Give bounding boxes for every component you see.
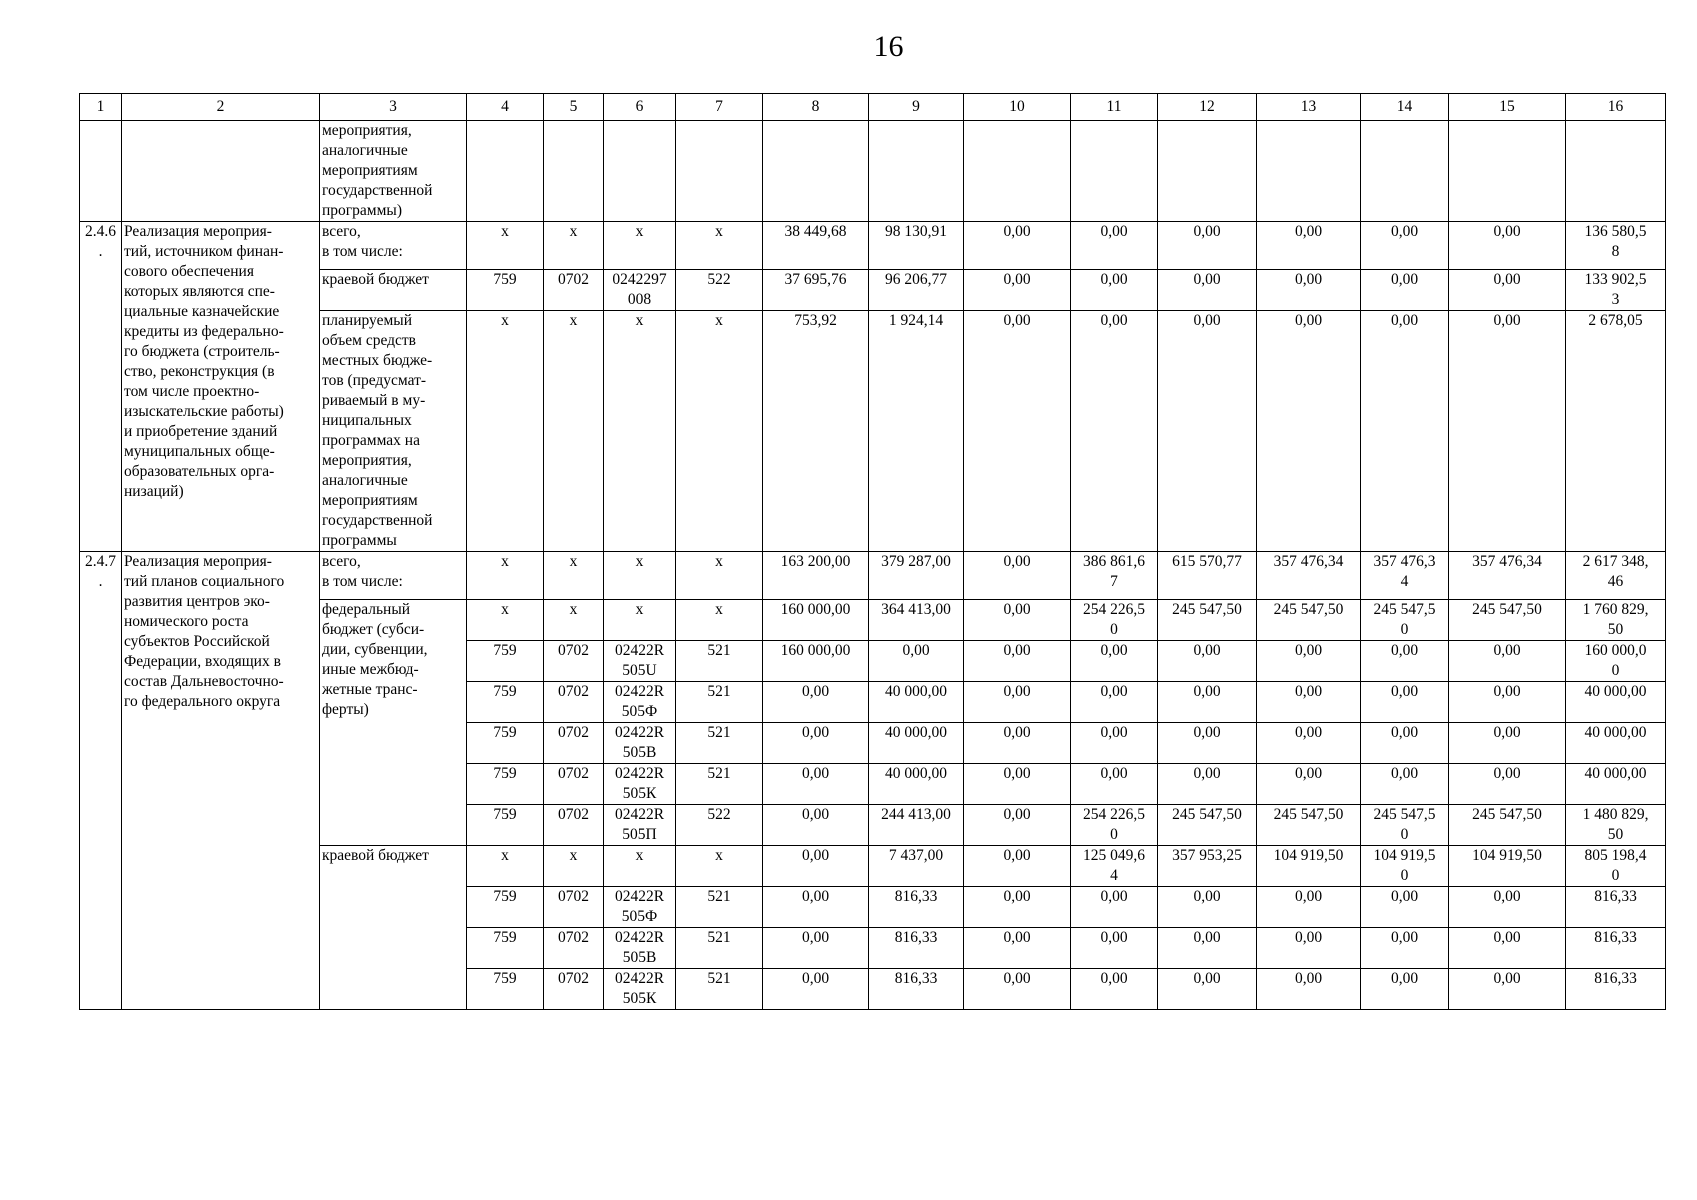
name-line: Реализация мероприя- — [124, 223, 272, 240]
source-cell: краевой бюджет — [320, 846, 467, 1010]
empty-cell — [1071, 121, 1158, 222]
code-cell-c5: 0702 — [544, 641, 604, 682]
continuation-row — [80, 121, 1666, 222]
value-cell-c10: 0,00 — [964, 887, 1071, 928]
code-cell-c4: 759 — [467, 969, 544, 1010]
code-cell-c5: 0702 — [544, 928, 604, 969]
code-cell-c4: 759 — [467, 682, 544, 723]
value-cell-c14: 0,00 — [1361, 641, 1449, 682]
name-line: том числе проектно- — [124, 383, 260, 400]
value-cell-c8: 38 449,68 — [763, 222, 869, 270]
empty-cell — [763, 121, 869, 222]
section-2-4-7-row — [80, 552, 1666, 600]
value-cell-c11: 0,00 — [1071, 222, 1158, 270]
value-cell-c11: 0,00 — [1071, 682, 1158, 723]
value-cell-c11: 125 049,6 4 — [1071, 846, 1158, 887]
value-cell-c11: 386 861,6 7 — [1071, 552, 1158, 600]
total-cell: 1 760 829, 50 — [1566, 600, 1666, 641]
value-cell-c10: 0,00 — [964, 270, 1071, 311]
value-cell-c10: 0,00 — [964, 969, 1071, 1010]
source-cell: мероприятия, аналогичные мероприятиям государственной программы) — [320, 121, 467, 222]
code-cell-c5: 0702 — [544, 969, 604, 1010]
column-header-7: 7 — [676, 94, 763, 121]
name-line: состав Дальневосточно- — [124, 673, 284, 690]
section-number: 2.4.7 . — [80, 552, 122, 1010]
value-cell-c11: 0,00 — [1071, 969, 1158, 1010]
value-cell-c10: 0,00 — [964, 552, 1071, 600]
column-header-16: 16 — [1566, 94, 1666, 121]
source-cell: планируемый объем средств местных бюдже- тов (предусмат- риваемый в му- ниципальных программах на мероприятия, аналогичные мероприятиям государственной программы — [320, 311, 467, 552]
code-cell-c4: х — [467, 552, 544, 600]
code-cell-c6: х — [604, 552, 676, 600]
value-cell-c10: 0,00 — [964, 222, 1071, 270]
value-cell-c14: 245 547,5 0 — [1361, 805, 1449, 846]
code-cell-c7: 521 — [676, 723, 763, 764]
total-cell: 133 902,5 3 — [1566, 270, 1666, 311]
code-cell-c4: х — [467, 846, 544, 887]
value-cell-c12: 0,00 — [1158, 764, 1257, 805]
value-cell-c10: 0,00 — [964, 682, 1071, 723]
value-cell-c8: 0,00 — [763, 805, 869, 846]
column-header-1: 1 — [80, 94, 122, 121]
code-cell-c5: х — [544, 222, 604, 270]
page-number: 16 — [873, 30, 904, 63]
name-line: изыскательские работы) — [124, 403, 284, 420]
value-cell-c11: 0,00 — [1071, 887, 1158, 928]
value-cell-c14: 0,00 — [1361, 887, 1449, 928]
source-cell: всего, в том числе: — [320, 552, 467, 600]
value-cell-c12: 0,00 — [1158, 887, 1257, 928]
section-name — [122, 222, 320, 552]
section-number: 2.4.6 . — [80, 222, 122, 552]
code-cell-c6: х — [604, 846, 676, 887]
column-header-14: 14 — [1361, 94, 1449, 121]
value-cell-c11: 0,00 — [1071, 928, 1158, 969]
code-cell-c4: 759 — [467, 887, 544, 928]
value-cell-c12: 0,00 — [1158, 641, 1257, 682]
value-cell-c8: 0,00 — [763, 764, 869, 805]
code-cell-c6: х — [604, 600, 676, 641]
budget-table — [79, 93, 1666, 1010]
code-cell-c6: 02422R 505В — [604, 928, 676, 969]
value-cell-c15: 0,00 — [1449, 928, 1566, 969]
name-line: ство, реконструкция (в — [124, 363, 275, 380]
name-line: тий, источником финан- — [124, 243, 284, 260]
value-cell-c11: 0,00 — [1071, 723, 1158, 764]
code-cell-c5: 0702 — [544, 723, 604, 764]
empty-cell — [1158, 121, 1257, 222]
column-header-9: 9 — [869, 94, 964, 121]
code-cell-c5: 0702 — [544, 805, 604, 846]
column-header-2: 2 — [122, 94, 320, 121]
value-cell-c8: 0,00 — [763, 846, 869, 887]
value-cell-c13: 0,00 — [1257, 928, 1361, 969]
value-cell-c11: 0,00 — [1071, 641, 1158, 682]
value-cell-c15: 245 547,50 — [1449, 600, 1566, 641]
value-cell-c13: 245 547,50 — [1257, 600, 1361, 641]
column-header-3: 3 — [320, 94, 467, 121]
value-cell-c10: 0,00 — [964, 311, 1071, 552]
value-cell-c13: 104 919,50 — [1257, 846, 1361, 887]
name-line: Федерации, входящих в — [124, 653, 281, 670]
value-cell-c13: 0,00 — [1257, 222, 1361, 270]
value-cell-c11: 254 226,5 0 — [1071, 600, 1158, 641]
value-cell-c10: 0,00 — [964, 641, 1071, 682]
empty-cell — [544, 121, 604, 222]
column-header-10: 10 — [964, 94, 1071, 121]
column-header-13: 13 — [1257, 94, 1361, 121]
value-cell-c9: 7 437,00 — [869, 846, 964, 887]
value-cell-c8: 0,00 — [763, 887, 869, 928]
value-cell-c13: 0,00 — [1257, 641, 1361, 682]
value-cell-c8: 160 000,00 — [763, 641, 869, 682]
total-cell: 40 000,00 — [1566, 682, 1666, 723]
value-cell-c8: 753,92 — [763, 311, 869, 552]
value-cell-c14: 0,00 — [1361, 270, 1449, 311]
code-cell-c6: 02422R 505В — [604, 723, 676, 764]
code-cell-c6: 0242297 008 — [604, 270, 676, 311]
value-cell-c8: 163 200,00 — [763, 552, 869, 600]
column-header-11: 11 — [1071, 94, 1158, 121]
value-cell-c9: 40 000,00 — [869, 723, 964, 764]
name-line: которых являются спе- — [124, 283, 275, 300]
column-header-4: 4 — [467, 94, 544, 121]
name-line: и приобретение зданий — [124, 423, 278, 440]
value-cell-c8: 0,00 — [763, 969, 869, 1010]
value-cell-c12: 245 547,50 — [1158, 600, 1257, 641]
value-cell-c15: 0,00 — [1449, 764, 1566, 805]
value-cell-c13: 357 476,34 — [1257, 552, 1361, 600]
value-cell-c12: 0,00 — [1158, 270, 1257, 311]
column-header-5: 5 — [544, 94, 604, 121]
code-cell-c5: 0702 — [544, 764, 604, 805]
value-cell-c9: 379 287,00 — [869, 552, 964, 600]
code-cell-c4: 759 — [467, 641, 544, 682]
value-cell-c9: 96 206,77 — [869, 270, 964, 311]
value-cell-c13: 0,00 — [1257, 764, 1361, 805]
code-cell-c5: 0702 — [544, 682, 604, 723]
value-cell-c13: 0,00 — [1257, 969, 1361, 1010]
code-cell-c4: 759 — [467, 764, 544, 805]
source-cell: всего, в том числе: — [320, 222, 467, 270]
value-cell-c8: 0,00 — [763, 682, 869, 723]
code-cell-c7: 521 — [676, 969, 763, 1010]
section-2-4-6-row — [80, 222, 1666, 270]
code-cell-c7: 521 — [676, 682, 763, 723]
total-cell: 40 000,00 — [1566, 764, 1666, 805]
code-cell-c6: 02422R 505К — [604, 764, 676, 805]
source-cell: краевой бюджет — [320, 270, 467, 311]
value-cell-c14: 0,00 — [1361, 682, 1449, 723]
value-cell-c13: 0,00 — [1257, 270, 1361, 311]
code-cell-c4: 759 — [467, 270, 544, 311]
total-cell: 160 000,0 0 — [1566, 641, 1666, 682]
value-cell-c9: 244 413,00 — [869, 805, 964, 846]
code-cell-c5: х — [544, 600, 604, 641]
name-line: сового обеспечения — [124, 263, 254, 280]
value-cell-c9: 816,33 — [869, 969, 964, 1010]
value-cell-c10: 0,00 — [964, 846, 1071, 887]
column-header-6: 6 — [604, 94, 676, 121]
value-cell-c14: 0,00 — [1361, 928, 1449, 969]
value-cell-c13: 0,00 — [1257, 311, 1361, 552]
code-cell-c4: х — [467, 311, 544, 552]
value-cell-c15: 0,00 — [1449, 969, 1566, 1010]
empty-cell — [467, 121, 544, 222]
value-cell-c15: 0,00 — [1449, 311, 1566, 552]
section-name — [122, 552, 320, 1010]
code-cell-c7: 522 — [676, 270, 763, 311]
value-cell-c9: 40 000,00 — [869, 682, 964, 723]
value-cell-c13: 0,00 — [1257, 682, 1361, 723]
value-cell-c15: 0,00 — [1449, 723, 1566, 764]
total-cell: 2 617 348, 46 — [1566, 552, 1666, 600]
num-cell — [80, 121, 122, 222]
column-header-8: 8 — [763, 94, 869, 121]
column-header-12: 12 — [1158, 94, 1257, 121]
code-cell-c7: х — [676, 311, 763, 552]
code-cell-c6: 02422R 505П — [604, 805, 676, 846]
code-cell-c4: 759 — [467, 805, 544, 846]
value-cell-c12: 357 953,25 — [1158, 846, 1257, 887]
code-cell-c4: 759 — [467, 723, 544, 764]
value-cell-c13: 0,00 — [1257, 887, 1361, 928]
code-cell-c6: 02422R 505Ф — [604, 682, 676, 723]
value-cell-c15: 0,00 — [1449, 682, 1566, 723]
value-cell-c13: 0,00 — [1257, 723, 1361, 764]
name-line: развития центров эко- — [124, 593, 270, 610]
value-cell-c10: 0,00 — [964, 723, 1071, 764]
value-cell-c15: 245 547,50 — [1449, 805, 1566, 846]
value-cell-c10: 0,00 — [964, 600, 1071, 641]
value-cell-c14: 0,00 — [1361, 723, 1449, 764]
value-cell-c15: 357 476,34 — [1449, 552, 1566, 600]
value-cell-c15: 0,00 — [1449, 222, 1566, 270]
name-line: субъектов Российской — [124, 633, 270, 650]
value-cell-c9: 1 924,14 — [869, 311, 964, 552]
code-cell-c5: х — [544, 311, 604, 552]
name-line: муниципальных обще- — [124, 443, 275, 460]
name-line: циальные казначейские — [124, 303, 280, 320]
code-cell-c7: х — [676, 846, 763, 887]
value-cell-c11: 0,00 — [1071, 270, 1158, 311]
value-cell-c14: 0,00 — [1361, 969, 1449, 1010]
code-cell-c6: 02422R 505Ф — [604, 887, 676, 928]
code-cell-c7: 521 — [676, 928, 763, 969]
code-cell-c5: х — [544, 552, 604, 600]
code-cell-c7: 521 — [676, 887, 763, 928]
value-cell-c9: 0,00 — [869, 641, 964, 682]
empty-cell — [1257, 121, 1361, 222]
value-cell-c14: 0,00 — [1361, 764, 1449, 805]
value-cell-c15: 0,00 — [1449, 887, 1566, 928]
total-cell: 805 198,4 0 — [1566, 846, 1666, 887]
name-line: низаций) — [124, 483, 184, 500]
value-cell-c13: 245 547,50 — [1257, 805, 1361, 846]
total-cell: 816,33 — [1566, 887, 1666, 928]
total-cell: 40 000,00 — [1566, 723, 1666, 764]
code-cell-c5: х — [544, 846, 604, 887]
empty-cell — [604, 121, 676, 222]
total-cell: 1 480 829, 50 — [1566, 805, 1666, 846]
value-cell-c12: 0,00 — [1158, 723, 1257, 764]
name-line: номического роста — [124, 613, 249, 630]
code-cell-c5: 0702 — [544, 270, 604, 311]
value-cell-c9: 364 413,00 — [869, 600, 964, 641]
total-cell: 816,33 — [1566, 969, 1666, 1010]
code-cell-c4: х — [467, 222, 544, 270]
value-cell-c9: 40 000,00 — [869, 764, 964, 805]
empty-cell — [1449, 121, 1566, 222]
name-line: Реализация мероприя- — [124, 553, 272, 570]
value-cell-c11: 0,00 — [1071, 311, 1158, 552]
code-cell-c7: х — [676, 552, 763, 600]
name-line: кредиты из федерально- — [124, 323, 284, 340]
name-line: го федерального округа — [124, 693, 281, 710]
name-cell — [122, 121, 320, 222]
code-cell-c7: 521 — [676, 641, 763, 682]
value-cell-c9: 98 130,91 — [869, 222, 964, 270]
table-body — [80, 94, 1666, 1010]
code-cell-c7: х — [676, 222, 763, 270]
value-cell-c14: 0,00 — [1361, 311, 1449, 552]
value-cell-c14: 357 476,3 4 — [1361, 552, 1449, 600]
name-line: го бюджета (строитель- — [124, 343, 280, 360]
code-cell-c6: 02422R 505К — [604, 969, 676, 1010]
code-cell-c7: 521 — [676, 764, 763, 805]
value-cell-c14: 0,00 — [1361, 222, 1449, 270]
value-cell-c12: 0,00 — [1158, 222, 1257, 270]
value-cell-c15: 104 919,50 — [1449, 846, 1566, 887]
value-cell-c9: 816,33 — [869, 887, 964, 928]
value-cell-c8: 0,00 — [763, 723, 869, 764]
value-cell-c12: 0,00 — [1158, 969, 1257, 1010]
code-cell-c7: 522 — [676, 805, 763, 846]
value-cell-c8: 37 695,76 — [763, 270, 869, 311]
value-cell-c14: 245 547,5 0 — [1361, 600, 1449, 641]
total-cell: 816,33 — [1566, 928, 1666, 969]
value-cell-c15: 0,00 — [1449, 270, 1566, 311]
code-cell-c7: х — [676, 600, 763, 641]
code-cell-c6: х — [604, 311, 676, 552]
code-cell-c6: х — [604, 222, 676, 270]
value-cell-c14: 104 919,5 0 — [1361, 846, 1449, 887]
value-cell-c12: 0,00 — [1158, 311, 1257, 552]
empty-cell — [869, 121, 964, 222]
value-cell-c10: 0,00 — [964, 805, 1071, 846]
total-cell: 2 678,05 — [1566, 311, 1666, 552]
value-cell-c12: 615 570,77 — [1158, 552, 1257, 600]
name-line: образовательных орга- — [124, 463, 275, 480]
value-cell-c8: 0,00 — [763, 928, 869, 969]
source-cell: федеральный бюджет (субси- дии, субвенции, иные межбюд- жетные транс- ферты) — [320, 600, 467, 846]
value-cell-c12: 0,00 — [1158, 682, 1257, 723]
value-cell-c11: 0,00 — [1071, 764, 1158, 805]
empty-cell — [676, 121, 763, 222]
empty-cell — [964, 121, 1071, 222]
code-cell-c4: 759 — [467, 928, 544, 969]
code-cell-c5: 0702 — [544, 887, 604, 928]
column-header-15: 15 — [1449, 94, 1566, 121]
header-row — [80, 94, 1666, 121]
value-cell-c8: 160 000,00 — [763, 600, 869, 641]
empty-cell — [1361, 121, 1449, 222]
value-cell-c12: 0,00 — [1158, 928, 1257, 969]
code-cell-c6: 02422R 505U — [604, 641, 676, 682]
value-cell-c9: 816,33 — [869, 928, 964, 969]
total-cell: 136 580,5 8 — [1566, 222, 1666, 270]
value-cell-c11: 254 226,5 0 — [1071, 805, 1158, 846]
value-cell-c12: 245 547,50 — [1158, 805, 1257, 846]
value-cell-c15: 0,00 — [1449, 641, 1566, 682]
value-cell-c10: 0,00 — [964, 764, 1071, 805]
value-cell-c10: 0,00 — [964, 928, 1071, 969]
name-line: тий планов социального — [124, 573, 285, 590]
code-cell-c4: х — [467, 600, 544, 641]
empty-cell — [1566, 121, 1666, 222]
